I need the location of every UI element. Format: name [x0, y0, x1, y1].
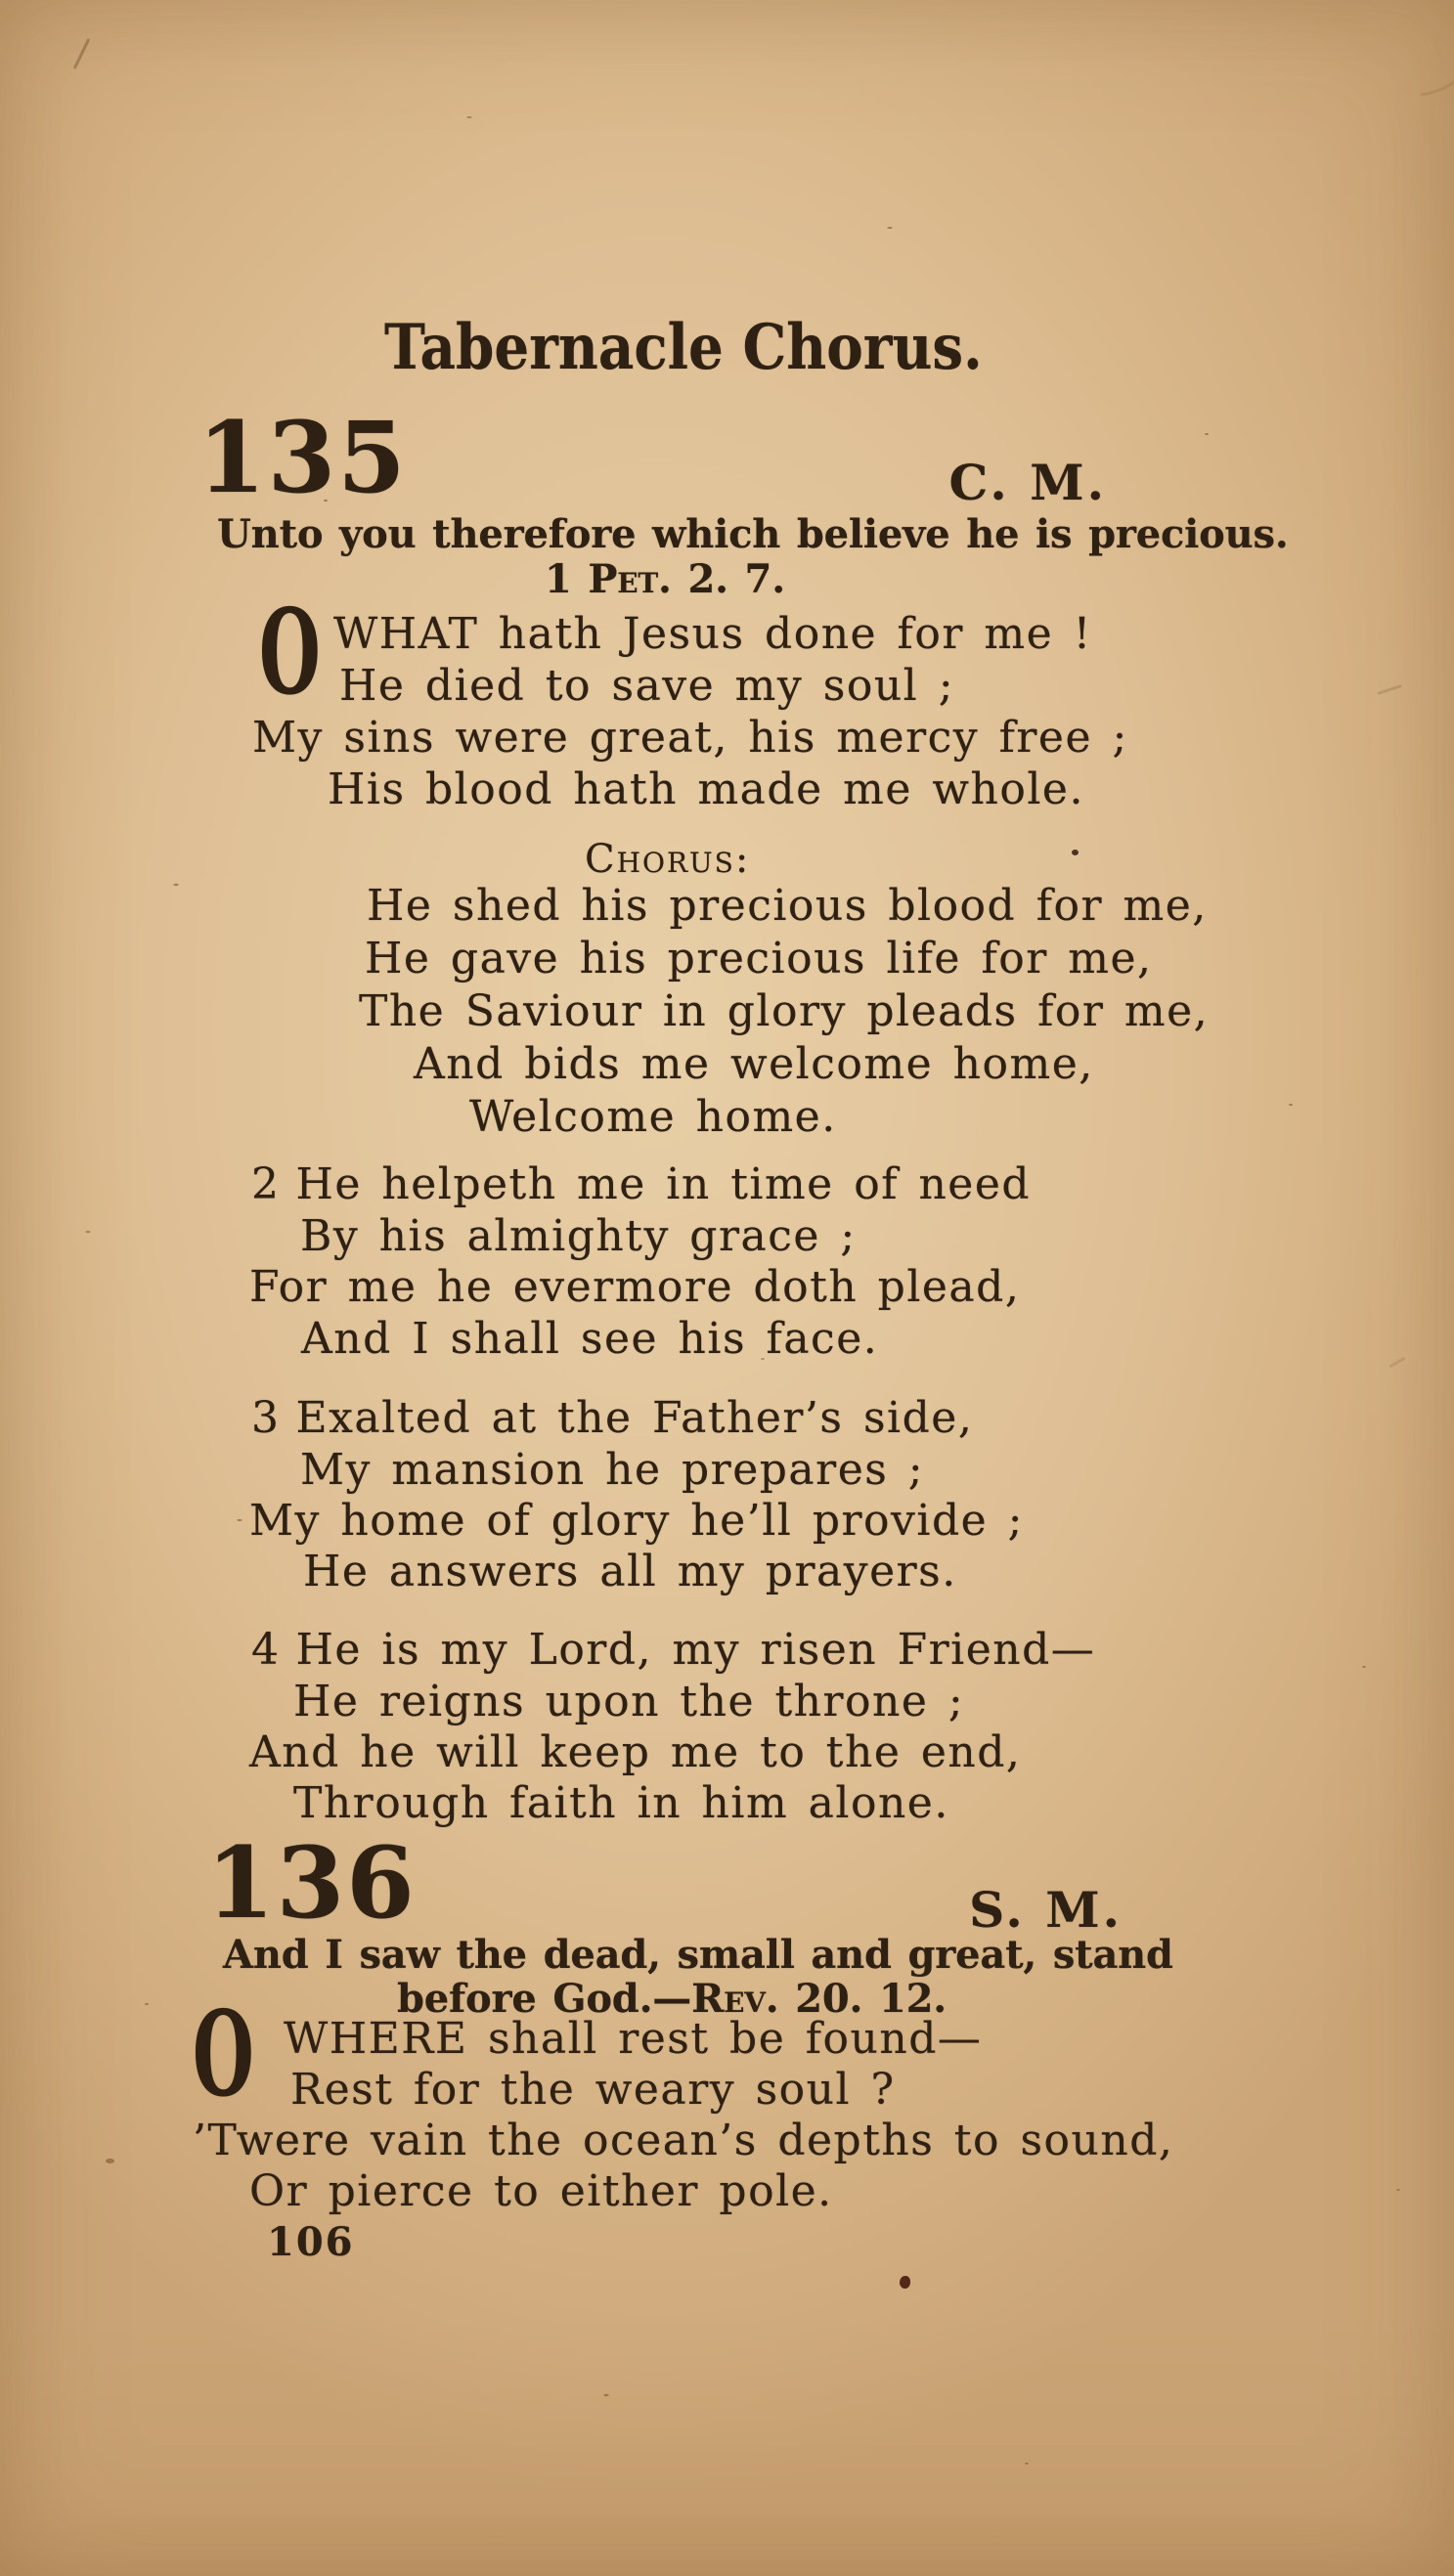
verse-text: He is my Lord, my risen Friend—	[295, 1625, 1096, 1675]
chorus-label: Chorus:	[585, 837, 751, 882]
chorus-line: And bids me welcome home,	[414, 1039, 1094, 1089]
verse-line: And he will keep me to the end,	[249, 1727, 1022, 1777]
verse-line	[251, 1624, 1095, 1676]
paper-speck	[106, 2159, 114, 2163]
scripture-ref-book: Pet.	[588, 556, 672, 602]
pencil-mark	[1388, 1357, 1405, 1369]
scripture-ref-pre: before God.—	[397, 1976, 692, 2022]
verse-line: Or pierce to either pole.	[249, 2166, 833, 2216]
paper-speck	[900, 2276, 910, 2289]
verse-line: Rest for the weary soul ?	[290, 2065, 896, 2115]
scripture-ref-post: 20. 12.	[778, 1976, 947, 2022]
scripture-ref-book: Rev.	[691, 1976, 779, 2022]
verse-text: Exalted at the Father’s side,	[295, 1393, 974, 1443]
verse-line: My sins were great, his mercy free ;	[252, 713, 1128, 763]
scripture-ref-pre: 1	[545, 556, 589, 602]
verse-line: He reigns upon the throne ;	[293, 1677, 965, 1726]
verse-line: ’Twere vain the ocean’s depths to sound,	[193, 2116, 1174, 2165]
chorus-line: He shed his precious blood for me,	[367, 881, 1208, 931]
verse-number: 3	[251, 1393, 281, 1443]
verse-line: And I shall see his face.	[301, 1314, 879, 1364]
verse-line: My mansion he prepares ;	[300, 1445, 925, 1495]
chorus-line: The Saviour in glory pleads for me,	[359, 986, 1210, 1036]
page-number: 106	[267, 2219, 355, 2265]
scripture-line: And I saw the dead, small and great, stand	[223, 1932, 1173, 1978]
verse-number: 4	[251, 1625, 281, 1675]
verse-line: WHERE shall rest be found—	[284, 2014, 983, 2064]
verse-line: By his almighty grace ;	[300, 1211, 857, 1261]
verse-line: His blood hath made me whole.	[328, 764, 1084, 814]
verse-line: He died to save my soul ;	[339, 661, 955, 711]
verse-line: My home of glory he’ll provide ;	[249, 1496, 1024, 1546]
paper-crease	[1278, 0, 1454, 131]
verse-line: WHAT hath Jesus done for me !	[333, 609, 1092, 659]
chorus-line: Welcome home.	[469, 1092, 837, 1142]
scripture-line: Unto you therefore which believe he is precious.	[217, 511, 1289, 557]
hymn-meter: C. M.	[948, 454, 1107, 511]
pencil-mark	[1377, 684, 1402, 695]
verse-line	[251, 1158, 1031, 1210]
chorus-line: He gave his precious life for me,	[365, 934, 1153, 983]
drop-cap: O	[193, 1986, 254, 2123]
verse-number: 2	[251, 1159, 281, 1209]
paper-speck	[1072, 850, 1079, 855]
hymn-number: 135	[198, 400, 408, 515]
pencil-mark	[73, 38, 91, 69]
verse-line	[251, 1392, 973, 1444]
hymn-number: 136	[206, 1825, 417, 1941]
verse-text: He helpeth me in time of need	[295, 1159, 1032, 1209]
drop-cap: O	[259, 584, 321, 721]
verse-line: For me he evermore doth plead,	[249, 1262, 1021, 1312]
scripture-line	[545, 557, 785, 601]
verse-line: Through faith in him alone.	[293, 1778, 949, 1828]
running-title: Tabernacle Chorus.	[384, 311, 983, 384]
verse-line: He answers all my prayers.	[303, 1547, 957, 1596]
scripture-ref-post: 2. 7.	[671, 556, 785, 602]
hymn-meter: S. M.	[969, 1881, 1123, 1939]
